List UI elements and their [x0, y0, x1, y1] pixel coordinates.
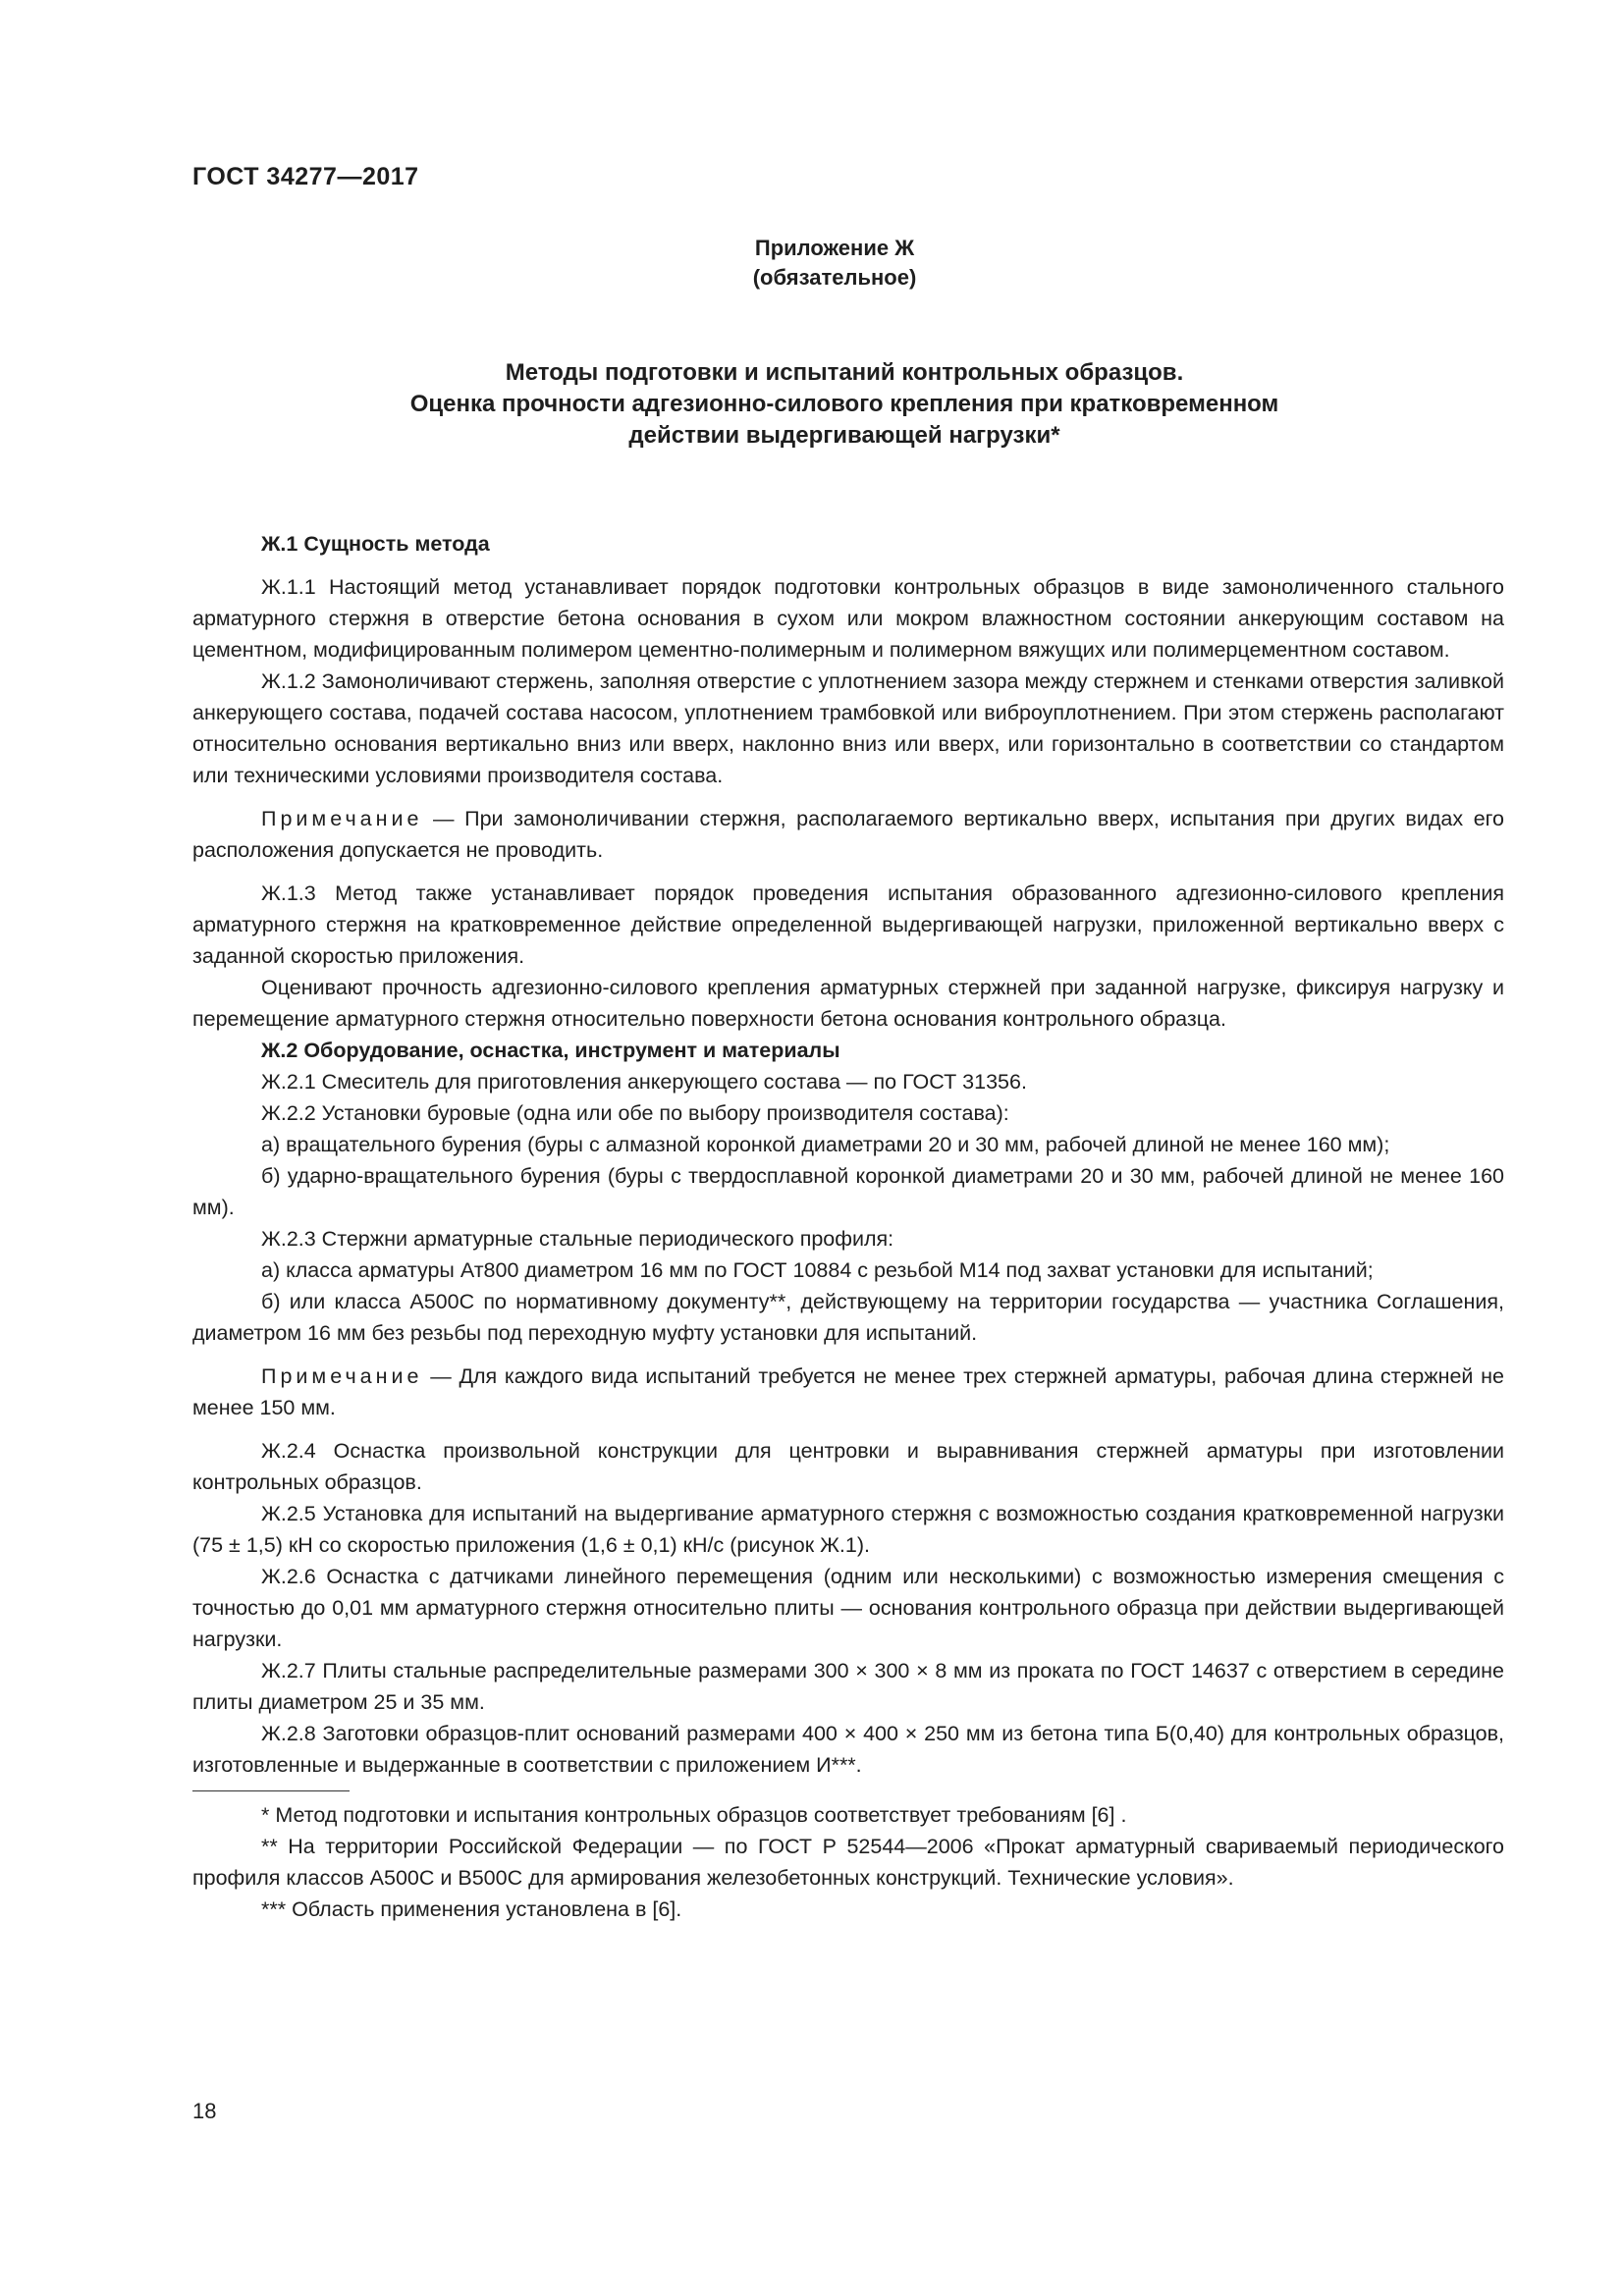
paragraph-1-2: Ж.1.2 Замоноличивают стержень, заполняя отверстие с уплотнением зазора между стержнем и стенками отверстия заливкой анкерующего состава, подачей состава насосом, уплотнением трамбовкой или виброуплотнением. При этом стержень располагают относительно основания вертикально вниз или вверх, наклонно вниз или вверх, или горизонтально в соответствии со стандартом или техническими условиями производителя состава. [192, 669, 1504, 787]
list-item-2-2-a: а) вращательного бурения (буры с алмазной коронкой диаметрами 20 и 30 мм, рабочей длиной не менее 160 мм); [261, 1133, 1390, 1156]
paragraph-2-4: Ж.2.4 Оснастка произвольной конструкции для центровки и выравнивания стержней арматуры при изготовлении контрольных образцов. [192, 1439, 1504, 1494]
list-item-2-3-b: б) или класса А500С по нормативному документу**, действующему на территории государства — участника Соглашения, диаметром 16 мм без резьбы под переходную муфту установки для испытаний. [192, 1290, 1504, 1345]
appendix-title-line-3: действии выдергивающей нагрузки* [628, 422, 1060, 449]
paragraph-2-6: Ж.2.6 Оснастка с датчиками линейного перемещения (одним или несколькими) с возможностью измерения смещения с точностью до 0,01 мм арматурного стержня относительно плиты — основания контрольного образца при действии выдергивающей нагрузки. [192, 1565, 1504, 1651]
list-item-2-3-a: а) класса арматуры Ат800 диаметром 16 мм по ГОСТ 10884 с резьбой М14 под захват установки для испытаний; [261, 1258, 1374, 1282]
paragraph-1-3: Ж.1.3 Метод также устанавливает порядок проведения испытания образованного адгезионно-силового крепления арматурного стержня на кратковременное действие определенной выдергивающей нагрузки, приложенной вертикально вверх с заданной скоростью приложения. [192, 881, 1504, 968]
note-2-text: — Для каждого вида испытаний требуется не менее трех стержней арматуры, рабочая длина стержней не менее 150 мм. [192, 1364, 1504, 1419]
page-number: 18 [192, 2099, 217, 2123]
note-label: Примечание [261, 807, 423, 830]
standard-code: ГОСТ 34277—2017 [192, 163, 419, 190]
paragraph-1-1: Ж.1.1 Настоящий метод устанавливает порядок подготовки контрольных образцов в виде замоноличенного стального арматурного стержня в отверстие бетона основания в сухом или мокром влажностном состоянии анкерующим составом на цементном, модифицированным полимером цементно-полимерным и полимерном вяжущих или полимерцементном составом. [192, 575, 1504, 662]
paragraph-2-7: Ж.2.7 Плиты стальные распределительные размерами 300 × 300 × 8 мм из проката по ГОСТ 14637 с отверстием в середине плиты диаметром 25 и 35 мм. [192, 1659, 1504, 1714]
note-label: Примечание [261, 1364, 423, 1388]
section-heading-1: Ж.1 Сущность метода [261, 532, 490, 556]
appendix-title-line-2: Оценка прочности адгезионно-силового крепления при кратковременном [409, 391, 1279, 417]
appendix-status: (обязательное) [752, 265, 917, 290]
paragraph-2-2: Ж.2.2 Установки буровые (одна или обе по выбору производителя состава): [261, 1101, 1009, 1125]
document-body [192, 528, 1504, 1925]
paragraph-1-4: Оценивают прочность адгезионно-силового крепления арматурных стержней при заданной нагрузке, фиксируя нагрузку и перемещение арматурного стержня относительно поверхности бетона основания контрольного образца. [192, 976, 1504, 1031]
appendix-label: Приложение Ж [754, 236, 915, 260]
section-heading-2: Ж.2 Оборудование, оснастка, инструмент и материалы [261, 1039, 840, 1062]
paragraph-2-8: Ж.2.8 Заготовки образцов-плит оснований размерами 400 × 400 × 250 мм из бетона типа Б(0,40) для контрольных образцов, изготовленные и выдержанные в соответствии с приложением И***. [192, 1722, 1504, 1777]
paragraph-2-5: Ж.2.5 Установка для испытаний на выдергивание арматурного стержня с возможностью создания кратковременной нагрузки (75 ± 1,5) кН со скоростью приложения (1,6 ± 0,1) кН/с (рисунок Ж.1). [192, 1502, 1504, 1557]
note-1 [192, 803, 1504, 866]
footnote-3: *** Область применения установлена в [6]. [261, 1897, 682, 1921]
paragraph-2-3: Ж.2.3 Стержни арматурные стальные периодического профиля: [261, 1227, 894, 1251]
footnotes [192, 1799, 1504, 1925]
note-2 [192, 1361, 1504, 1423]
footnote-divider [192, 1790, 350, 1791]
paragraph-2-1: Ж.2.1 Смеситель для приготовления анкерующего состава — по ГОСТ 31356. [261, 1070, 1027, 1094]
footnote-2: ** На территории Российской Федерации — по ГОСТ Р 52544—2006 «Прокат арматурный свариваемый периодического профиля классов А500С и В500С для армирования железобетонных конструкций. Технические условия». [192, 1835, 1504, 1890]
list-item-2-2-b: б) ударно-вращательного бурения (буры с твердосплавной коронкой диаметрами 20 и 30 мм, рабочей длиной не менее 160 мм). [192, 1164, 1504, 1219]
appendix-title-line-1: Методы подготовки и испытаний контрольных образцов. [505, 359, 1184, 386]
note-1-text: — При замоноличивании стержня, располагаемого вертикально вверх, испытания при других видах его расположения допускается не проводить. [192, 807, 1504, 862]
footnote-1: * Метод подготовки и испытания контрольных образцов соответствует требованиям [6] . [261, 1803, 1127, 1827]
